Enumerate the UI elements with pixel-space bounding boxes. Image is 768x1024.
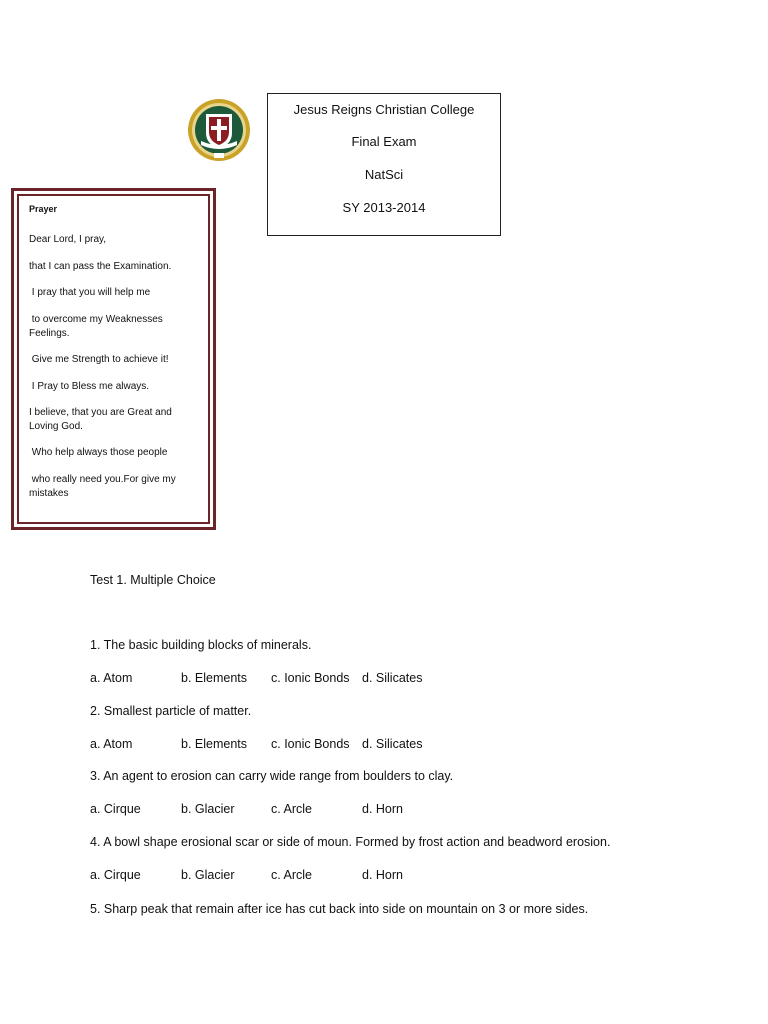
choice-2a: a. Atom (90, 737, 133, 751)
prayer-line: Who help always those people (29, 447, 168, 458)
prayer-title: Prayer (29, 204, 58, 214)
prayer-line: Dear Lord, I pray, (29, 234, 107, 245)
choice-1c: c. Ionic Bonds (271, 671, 350, 685)
choice-2d: d. Silicates (362, 737, 423, 751)
question-5: 5. Sharp peak that remain after ice has cut back into side on mountain on 3 or more sides. (90, 902, 589, 916)
test-title: Test 1. Multiple Choice (90, 573, 216, 587)
exam-title: Final Exam (351, 134, 417, 149)
choice-2c: c. Ionic Bonds (271, 737, 350, 751)
choice-1d: d. Silicates (362, 671, 423, 685)
prayer-line: I believe, that you are Great and Loving God. (29, 407, 175, 432)
choice-4a: a. Cirque (90, 868, 141, 882)
college-seal-icon (187, 97, 251, 163)
prayer-line: I Pray to Bless me always. (29, 381, 150, 392)
choice-2b: b. Elements (181, 737, 248, 751)
choice-4c: c. Arcle (271, 868, 312, 882)
choice-1b: b. Elements (181, 671, 248, 685)
exam-subject: NatSci (364, 167, 404, 182)
school-year: SY 2013-2014 (342, 200, 426, 215)
college-seal-logo (187, 97, 251, 163)
choice-3c: c. Arcle (271, 802, 312, 816)
prayer-line: that I can pass the Examination. (29, 261, 172, 272)
question-2: 2. Smallest particle of matter. (90, 704, 252, 718)
choice-4b: b. Glacier (181, 868, 235, 882)
question-3: 3. An agent to erosion can carry wide range from boulders to clay. (90, 769, 454, 783)
choice-4d: d. Horn (362, 868, 403, 882)
question-1: 1. The basic building blocks of minerals. (90, 638, 312, 652)
choice-1a: a. Atom (90, 671, 133, 685)
choice-3b: b. Glacier (181, 802, 235, 816)
prayer-line: I pray that you will help me (29, 287, 151, 298)
prayer-box (11, 188, 216, 530)
prayer-line: who really need you.For give my mistakes (29, 474, 179, 499)
question-4: 4. A bowl shape erosional scar or side of moun. Formed by frost action and beadword erosion. (90, 835, 611, 849)
choice-3a: a. Cirque (90, 802, 141, 816)
college-name: Jesus Reigns Christian College (293, 102, 475, 117)
choice-3d: d. Horn (362, 802, 403, 816)
exam-header-box (267, 93, 501, 236)
prayer-line: Give me Strength to achieve it! (29, 354, 169, 365)
prayer-line: to overcome my Weaknesses Feelings. (29, 314, 166, 339)
